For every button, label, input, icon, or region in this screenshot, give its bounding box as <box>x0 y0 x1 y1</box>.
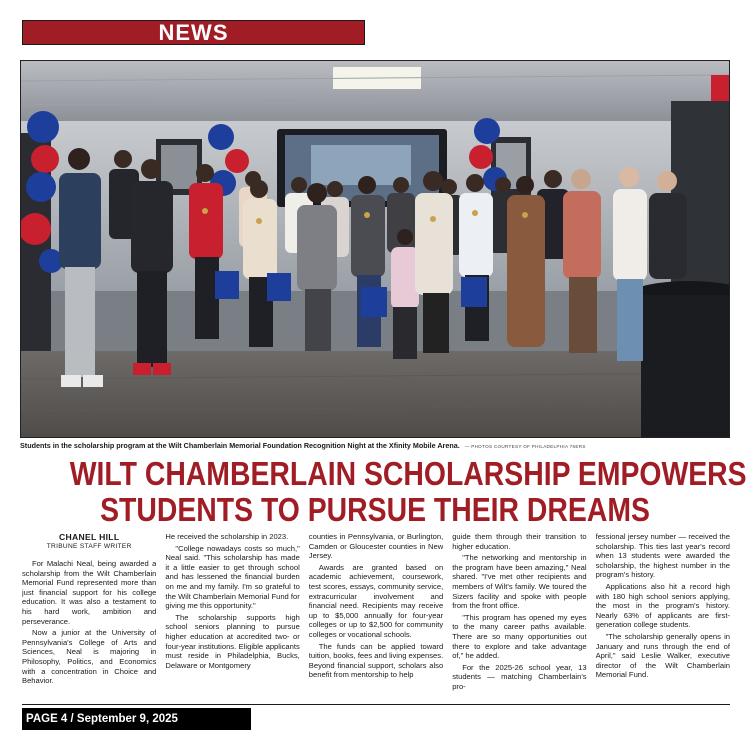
section-header <box>22 20 365 45</box>
paragraph: "This program has opened my eyes to the many career paths available. There are so many opportunities out there to explore and take advantage of," he added. <box>452 612 587 661</box>
paragraph: The scholarship supports high school seniors planning to pursue higher education at accredited two- or four-year institutions. Eligible applicants must reside in Philadelphia, Bucks, Delaware or Montgomery <box>165 612 300 670</box>
paragraph: "The networking and mentorship in the program have been amazing," Neal shared. "I've met other recipients and members of Wilt's family. We toured the Sizers facility and spoke with people from the front office. <box>452 553 587 611</box>
paragraph: For Malachi Neal, being awarded a scholarship from the Wilt Chamberlain Memorial Fund represented more than just financial support for his college education. It was also a testament to his hard work, ambition and perseverance. <box>22 559 157 626</box>
page-folio <box>22 708 251 730</box>
paragraph: fessional jersey number — received the scholarship. This ties last year's record when 13 students were awarded the scholarship, the highest number in the program's history. <box>595 532 730 580</box>
paragraph: guide them through their transition to higher education. <box>452 532 587 551</box>
headline-line-1: WILT CHAMBERLAIN SCHOLARSHIP EMPOWERS <box>69 455 747 492</box>
article-column-2 <box>165 532 299 700</box>
headline <box>20 455 747 528</box>
headline-line-2: STUDENTS TO PURSUE THEIR DREAMS <box>100 491 650 528</box>
folio-text: PAGE 4 / September 9, 2025 <box>26 713 178 725</box>
byline <box>22 532 156 551</box>
paragraph: counties in Pennsylvania, or Burlington, Camden or Gloucester counties in New Jersey. <box>308 532 444 561</box>
paragraph: "The scholarship generally opens in January and runs through the end of April," said Leslie Walker, executive director of the Wilt Chamberlain Memorial Fund. <box>595 631 730 680</box>
footer-rule <box>22 704 730 705</box>
paragraph: The funds can be applied toward tuition, books, fees and living expenses. Beyond financial support, scholars also benefit from mentorship to help <box>308 641 444 680</box>
article-column-1 <box>22 532 156 700</box>
section-label: NEWS <box>158 19 229 45</box>
paragraph: Now a junior at the University of Pennsylvania's College of Arts and Sciences, Neal is majoring in Philosophy, Politics, and Economics with a concentration in Choice and Behavior. <box>22 628 157 686</box>
paragraph: For the 2025-26 school year, 13 students — matching Chamberlain's pro- <box>452 662 587 691</box>
photo-caption <box>20 440 730 452</box>
article-column-3 <box>309 532 443 700</box>
paragraph: He received the scholarship in 2023. <box>165 532 289 541</box>
caption-text: Students in the scholarship program at the Wilt Chamberlain Memorial Foundation Recognition Night at the Xfinity Mobile Arena. <box>20 441 460 450</box>
group-photo <box>20 60 730 438</box>
article-body <box>22 532 730 700</box>
byline-role: TRIBUNE STAFF WRITER <box>46 543 132 550</box>
paragraph: "College nowadays costs so much," Neal said. "This scholarship has made it a little easier to get through school and has lessened the financial burden on me and my family. I'm so grateful to the Wilt Chamberlain Memorial Fund for giving me this opportunity." <box>165 543 300 611</box>
article-column-4 <box>452 532 586 700</box>
byline-author: CHANEL HILL <box>58 532 120 542</box>
paragraph: Applications also hit a record high with 180 high school seniors applying, the most in the program's history. Nearly 63% of applicants are first-generation college students. <box>595 581 730 630</box>
article-column-5 <box>596 532 730 700</box>
floor <box>21 351 729 437</box>
paragraph: Awards are granted based on academic achievement, coursework, test scores, essays, community service, extracurricular involvement and financial need. Recipients may receive up to $5,000 annually for four-year colleges or up to $2,500 for community colleges or vocational schools. <box>308 562 444 639</box>
photo-credit: — PHOTOS COURTESY OF PHILADELPHIA 76ERS <box>464 444 586 449</box>
